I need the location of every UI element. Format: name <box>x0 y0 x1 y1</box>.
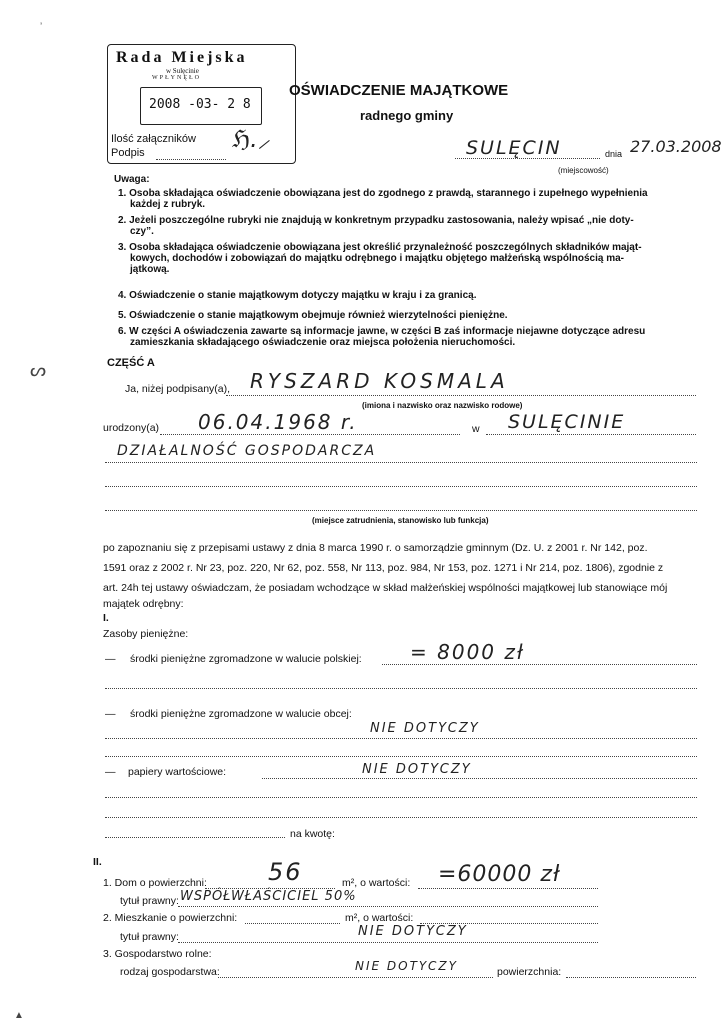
securities-handwritten: NIE DOTYCZY <box>362 762 472 777</box>
note-6: 6. W części A oświadczenia zawarte są informacje jawne, w części B zaś informacje niejawne dotyczące adresu <box>118 326 646 337</box>
job-caption: (miejsce zatrudnienia, stanowisko lub funkcja) <box>312 516 489 525</box>
foreign-label: środki pieniężne zgromadzone w walucie obcej: <box>130 708 352 720</box>
note-3-cont2: jątkową. <box>130 264 170 275</box>
part-a-heading: CZĘŚĆ A <box>107 357 155 369</box>
house-m2-value-label: m², o wartości: <box>342 877 411 889</box>
area-label: powierzchnia: <box>497 966 562 978</box>
job-handwritten: DZIAŁALNOŚĆ GOSPODARCZA <box>117 443 377 459</box>
farm-label: 3. Gospodarstwo rolne: <box>103 948 212 960</box>
scan-mark: ʼ <box>40 22 43 33</box>
corner-mark: ▲ <box>14 1010 24 1021</box>
house-label: 1. Dom o powierzchni: <box>103 877 207 889</box>
note-5: 5. Oświadczenie o stanie majątkowym obejmuje również wierzytelności pieniężne. <box>118 310 508 321</box>
born-place-handwritten: SULĘCINIE <box>508 411 626 433</box>
notes-heading: Uwaga: <box>114 174 150 185</box>
note-6-cont: zamieszkania składającego oświadczenie oraz miejsca położenia nieruchomości. <box>130 337 516 348</box>
flat-label: 2. Mieszkanie o powierzchni: <box>103 912 238 924</box>
born-date-handwritten: 06.04.1968 r. <box>198 410 358 434</box>
name-handwritten: RYSZARD KOSMALA <box>250 369 509 393</box>
name-label: Ja, niżej podpisany(a), <box>125 383 231 395</box>
foreign-handwritten: NIE DOTYCZY <box>370 721 480 736</box>
stamp-city: w Sulęcinie <box>166 67 199 75</box>
note-3-cont1: kowych, dochodów i zobowiązań do majątku odrębnego i majątku objętego małżeńską wspólnością ma- <box>130 253 624 264</box>
name-caption: (imiona i nazwisko oraz nazwisko rodowe) <box>362 401 523 410</box>
pln-label: środki pieniężne zgromadzone w walucie polskiej: <box>130 653 362 665</box>
farm-handwritten: NIE DOTYCZY <box>355 959 458 973</box>
legal-text-3: art. 24h tej ustawy oświadczam, że posiadam wchodzące w skład małżeńskiej wspólności majątkowej lub stanowiące mój <box>103 582 668 594</box>
margin-mark: ᔕ <box>30 360 47 380</box>
securities-dash: — <box>105 766 116 778</box>
house-title-handwritten: WSPÓŁWŁAŚCICIEL 50% <box>180 889 357 904</box>
legal-text-1: po zapoznaniu się z przepisami ustawy z dnia 8 marca 1990 r. o samorządzie gminnym (Dz. U. z 2001 r. Nr 142, poz. <box>103 542 648 554</box>
place-caption: (miejscowość) <box>558 166 609 175</box>
section-2-heading: II. <box>93 856 102 868</box>
stamp-date-box <box>140 87 262 125</box>
amount-label: na kwotę: <box>290 828 335 840</box>
note-1-cont: każdej z rubryk. <box>130 199 206 210</box>
pln-dash: — <box>105 653 116 665</box>
date-handwritten: 27.03.2008 <box>630 137 722 156</box>
note-1: 1. Osoba składająca oświadczenie obowiązana jest do zgodnego z prawdą, starannego i zupełnego wypełnienia <box>118 188 648 199</box>
stamp-signature-label: Podpis <box>111 147 145 159</box>
document-title: OŚWIADCZENIE MAJĄTKOWE <box>289 82 509 99</box>
born-label: urodzony(a) <box>103 422 160 434</box>
securities-label: papiery wartościowe: <box>128 766 227 778</box>
flat-m2-value-label: m², o wartości: <box>345 912 414 924</box>
stamp-received: WPŁYNĘŁO <box>152 75 201 81</box>
note-2-cont: czy”. <box>130 226 154 237</box>
funds-label: Zasoby pieniężne: <box>103 628 189 640</box>
house-title-label: tytuł prawny: <box>120 895 179 907</box>
house-area-handwritten: 56 <box>268 858 303 886</box>
foreign-dash: — <box>105 708 116 720</box>
born-in-label: w <box>472 423 480 435</box>
legal-text-2: 1591 oraz z 2002 r. Nr 23, poz. 220, Nr 62, poz. 558, Nr 113, poz. 984, Nr 153, poz. 1271 i Nr 214, poz. 1806), zgodnie z <box>103 562 664 574</box>
place-handwritten: SULĘCIN <box>466 137 562 159</box>
stamp-org: Rada Miejska <box>116 49 248 66</box>
stamp-signature: ℌ.⸝ <box>232 125 270 153</box>
date-prefix: dnia <box>605 149 623 159</box>
farm-kind-label: rodzaj gospodarstwa: <box>120 966 220 978</box>
flat-title-handwritten: NIE DOTYCZY <box>358 924 468 939</box>
note-3: 3. Osoba składająca oświadczenie obowiązana jest określić przynależność poszczególnych składników mająt- <box>118 242 642 253</box>
note-4: 4. Oświadczenie o stanie majątkowym dotyczy majątku w kraju i za granicą. <box>118 290 477 301</box>
stamp-attachments-label: Ilość załączników <box>111 133 196 145</box>
legal-text-4: majątek odrębny: <box>103 598 184 610</box>
house-value-handwritten: =60000 zł <box>438 862 561 887</box>
flat-title-label: tytuł prawny: <box>120 931 179 943</box>
document-subtitle: radnego gminy <box>360 108 454 123</box>
note-2: 2. Jeżeli poszczególne rubryki nie znajdują w konkretnym przypadku zastosowania, należy wpisać „nie doty- <box>118 215 634 226</box>
stamp-date: 2008 -03- 2 8 <box>149 97 251 112</box>
pln-handwritten: = 8000 zł <box>410 640 525 664</box>
section-1-heading: I. <box>103 612 109 624</box>
